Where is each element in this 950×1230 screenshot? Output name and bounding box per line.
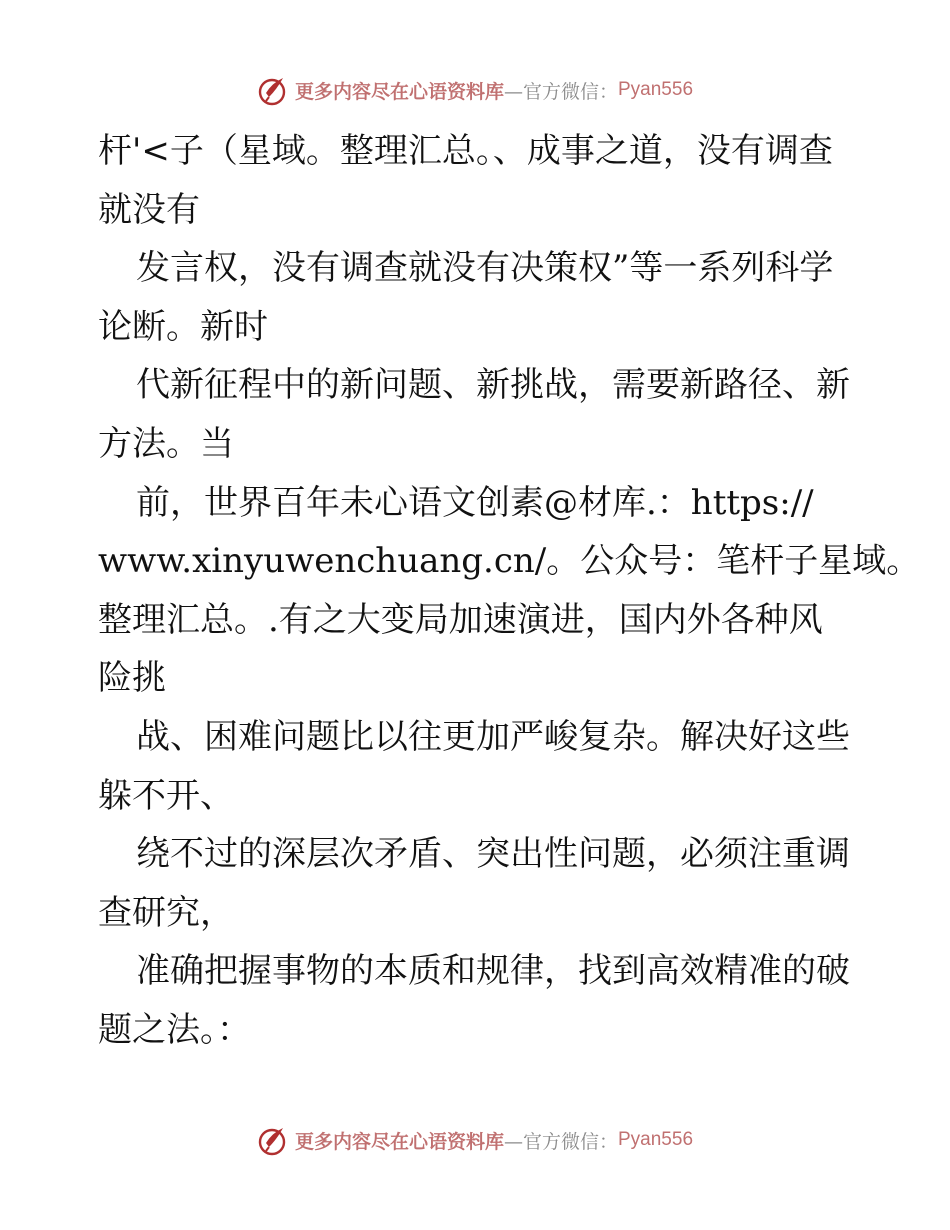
footer-banner-id: Pyan556	[618, 1129, 694, 1150]
pen-logo-icon	[257, 1123, 291, 1157]
header-banner	[0, 70, 950, 110]
text-line: 杆'<子（星域。整理汇总。、成事之道，没有调查	[98, 131, 833, 171]
text-line: 查研究，	[98, 892, 234, 933]
text-line: 论断。新时	[98, 306, 268, 347]
text-line: 准确把握事物的本质和规律，找到高效精准的破	[136, 951, 850, 992]
text-line: 就没有	[98, 189, 200, 230]
text-line: 绕不过的深层次矛盾、突出性问题，必须注重调	[136, 834, 850, 875]
text-line: 方法。当	[98, 423, 234, 464]
footer-banner-main: 更多内容尽在心语资料库	[294, 1130, 504, 1153]
pen-logo-icon	[257, 73, 291, 107]
text-line: www.xinyuwenchuang.cn/。公众号：笔杆子星域。	[98, 541, 921, 582]
header-banner-id: Pyan556	[618, 79, 694, 100]
text-line: 整理汇总。.有之大变局加速演进，国内外各种风	[98, 599, 823, 640]
text-line: 前，世界百年未心语文创素@材库.：https://	[136, 482, 814, 523]
header-banner-main: 更多内容尽在心语资料库	[294, 80, 504, 103]
footer-banner-sub: —官方微信：	[503, 1130, 618, 1153]
text-line: 战、困难问题比以往更加严峻复杂。解决好这些	[136, 716, 850, 757]
header-banner-sub: —官方微信：	[503, 80, 618, 103]
text-line: 险挑	[98, 658, 166, 699]
text-line: 发言权，没有调查就没有决策权”等一系列科学	[136, 248, 834, 289]
text-line: 代新征程中的新问题、新挑战，需要新路径、新	[136, 365, 850, 406]
text-line: 躲不开、	[98, 775, 234, 816]
text-line: 题之法。：	[98, 1009, 251, 1050]
document-body	[98, 122, 921, 1060]
footer-banner	[0, 1120, 950, 1160]
